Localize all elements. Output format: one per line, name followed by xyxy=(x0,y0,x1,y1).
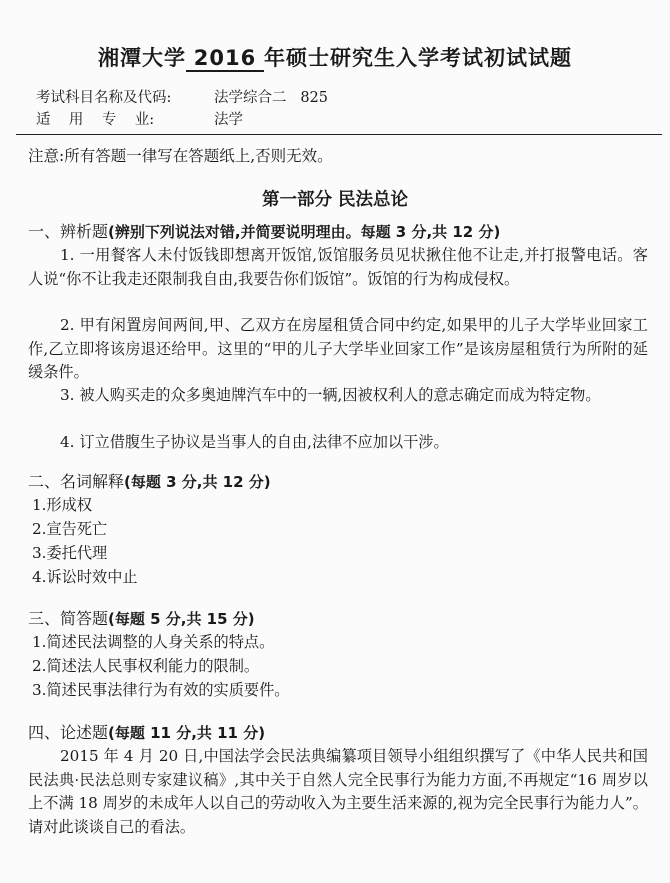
term-item: 3.委托代理 xyxy=(32,544,108,562)
section-1-note: (辨别下列说法对错,并简要说明理由。每题 3 分,共 12 分) xyxy=(108,223,501,241)
exam-title xyxy=(0,42,670,72)
notice-text: 注意:所有答题一律写在答题纸上,否则无效。 xyxy=(28,147,333,165)
section-1-title: 一、辨析题 xyxy=(28,222,109,241)
section-2-note: (每题 3 分,共 12 分) xyxy=(124,473,271,491)
essay-question-text: 2015 年 4 月 20 日,中国法学会民法典编纂项目领导小组组织撰写了《中华人民共和国民法典·民法总则专家建议稿》,其中关于自然人完全民事行为能力方面,不再规定“16 周岁以上不满 18 周岁的未成年人以自己的劳动收入为主要生活来源的,视为完全民事行为能力人”。请对此谈谈自己的看法。 xyxy=(28,747,648,836)
subject-row xyxy=(36,86,328,107)
section-3-title: 三、简答题 xyxy=(28,609,109,628)
section-3-heading xyxy=(28,606,255,629)
short-answer-item: 2.简述法人民事权利能力的限制。 xyxy=(32,657,260,675)
section-2-title: 二、名词解释 xyxy=(28,472,125,491)
term-item: 1.形成权 xyxy=(32,496,93,514)
question-1-1 xyxy=(28,244,648,291)
part-title: 第一部分 民法总论 xyxy=(261,190,409,210)
question-1-1-text: 1. 一用餐客人未付饭钱即想离开饭馆,饭馆服务员见状揪住他不让走,并打报警电话。客人说“你不让我走还限制我自由,我要告你们饭馆”。饭馆的行为构成侵权。 xyxy=(28,246,648,288)
header-divider xyxy=(16,134,662,135)
title-prefix: 湘潭大学 xyxy=(98,46,186,70)
major-label: 适 用 专 业: xyxy=(36,112,155,128)
question-1-4 xyxy=(28,431,648,455)
question-1-4-text: 4. 订立借腹生子协议是当事人的自由,法律不应加以干涉。 xyxy=(60,433,449,451)
section-1-heading xyxy=(28,219,500,242)
section-4-title: 四、论述题 xyxy=(28,723,109,742)
term-item: 2.宣告死亡 xyxy=(32,520,108,538)
title-year: 2016 xyxy=(186,46,264,72)
essay-question xyxy=(28,745,648,839)
short-answer-item: 3.简述民事法律行为有效的实质要件。 xyxy=(32,681,290,699)
question-1-2 xyxy=(28,314,648,385)
question-1-3 xyxy=(28,384,648,408)
major-row xyxy=(36,108,243,129)
section-2-heading xyxy=(28,469,271,492)
question-1-2-text: 2. 甲有闲置房间两间,甲、乙双方在房屋租赁合同中约定,如果甲的儿子大学毕业回家工作,乙立即将该房退还给甲。这里的“甲的儿子大学毕业回家工作”是该房屋租赁行为所附的延缓条件。 xyxy=(28,316,648,381)
subject-label: 考试科目名称及代码: xyxy=(36,90,172,106)
section-4-note: (每题 11 分,共 11 分) xyxy=(108,724,266,742)
section-3-note: (每题 5 分,共 15 分) xyxy=(108,610,255,628)
title-suffix: 年硕士研究生入学考试初试试题 xyxy=(264,46,572,70)
major-value: 法学 xyxy=(214,112,243,128)
short-answer-item: 1.简述民法调整的人身关系的特点。 xyxy=(32,633,275,651)
subject-value: 法学综合二 825 xyxy=(214,90,329,106)
section-4-heading xyxy=(28,720,265,743)
question-1-3-text: 3. 被人购买走的众多奥迪牌汽车中的一辆,因被权利人的意志确定而成为特定物。 xyxy=(60,386,601,404)
term-item: 4.诉讼时效中止 xyxy=(32,568,138,586)
